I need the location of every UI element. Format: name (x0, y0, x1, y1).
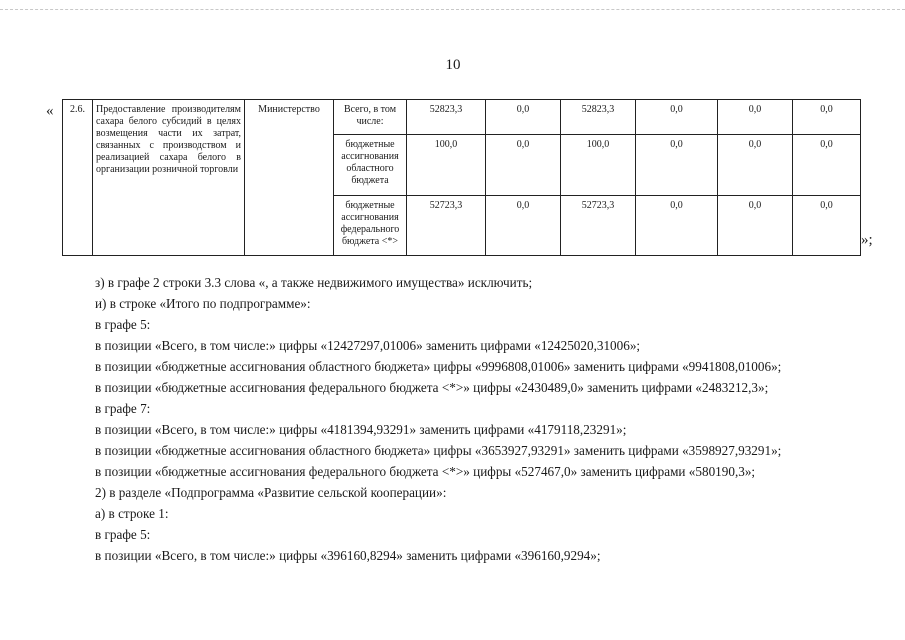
value-cell: 0,0 (636, 100, 718, 135)
paragraph: в графе 5: (95, 527, 151, 542)
source-cell: Всего, в том числе: (334, 100, 407, 135)
paragraph: в позиции «бюджетные ассигнования областного бюджета» цифры «9996808,01006» заменить цифрами «9941808,01006»; (95, 359, 782, 374)
value-cell: 0,0 (718, 195, 793, 256)
page-number: 10 (445, 57, 461, 73)
measure-description: Предоставление производителям сахара белого субсидий в целях возмещения части их затрат, связанных с производством и реализацией сахара белого в организации розничной торговли (93, 100, 245, 256)
value-cell: 52823,3 (407, 100, 486, 135)
amendment-text (84, 272, 879, 566)
value-cell: 0,0 (486, 135, 561, 195)
executor-cell: Министерство (245, 100, 334, 256)
paragraph: в позиции «бюджетные ассигнования областного бюджета» цифры «3653927,93291» заменить цифрами «3598927,93291»; (95, 443, 782, 458)
paragraph: в позиции «Всего, в том числе:» цифры «12427297,01006» заменить цифрами «12425020,31006»; (95, 338, 641, 353)
value-cell: 0,0 (636, 195, 718, 256)
table-row (63, 100, 861, 135)
source-cell: бюджетные ассигнования федерального бюджета <*> (334, 195, 407, 256)
program-table (62, 99, 861, 256)
paragraph: 2) в разделе «Подпрограмма «Развитие сельской кооперации»: (95, 485, 447, 500)
page-top-edge (0, 9, 905, 10)
paragraph: в позиции «Всего, в том числе:» цифры «396160,8294» заменить цифрами «396160,9294»; (95, 548, 601, 563)
opening-quote: « (46, 103, 54, 119)
paragraph: в позиции «Всего, в том числе:» цифры «4181394,93291» заменить цифрами «4179118,23291»; (95, 422, 627, 437)
value-cell: 100,0 (561, 135, 636, 195)
value-cell: 0,0 (486, 195, 561, 256)
paragraph: в позиции «бюджетные ассигнования федерального бюджета <*>» цифры «2430489,0» заменить цифрами «2483212,3»; (95, 380, 769, 395)
value-cell: 0,0 (793, 135, 861, 195)
paragraph: а) в строке 1: (95, 506, 169, 521)
value-cell: 52823,3 (561, 100, 636, 135)
paragraph: в позиции «бюджетные ассигнования федерального бюджета <*>» цифры «527467,0» заменить цифрами «580190,3»; (95, 464, 756, 479)
value-cell: 0,0 (486, 100, 561, 135)
value-cell: 100,0 (407, 135, 486, 195)
closing-quote: »; (861, 232, 873, 248)
paragraph: в графе 7: (95, 401, 151, 416)
paragraph: в графе 5: (95, 317, 151, 332)
value-cell: 0,0 (718, 100, 793, 135)
row-number: 2.6. (63, 100, 93, 256)
value-cell: 0,0 (793, 100, 861, 135)
value-cell: 0,0 (718, 135, 793, 195)
paragraph: з) в графе 2 строки 3.3 слова «, а также недвижимого имущества» исключить; (95, 275, 533, 290)
paragraph: и) в строке «Итого по подпрограмме»: (95, 296, 311, 311)
value-cell: 0,0 (636, 135, 718, 195)
source-cell: бюджетные ассигнования областного бюджета (334, 135, 407, 195)
value-cell: 52723,3 (561, 195, 636, 256)
value-cell: 0,0 (793, 195, 861, 256)
value-cell: 52723,3 (407, 195, 486, 256)
